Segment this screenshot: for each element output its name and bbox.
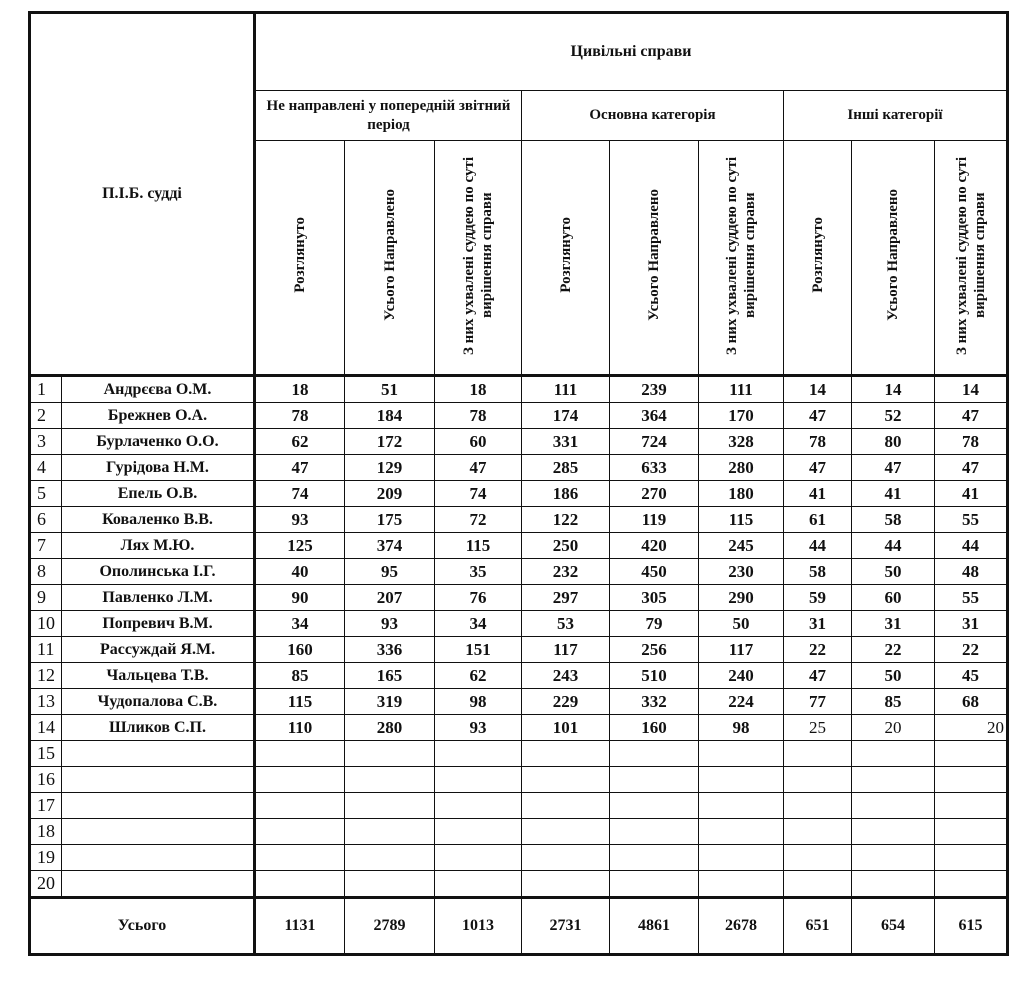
subheader-label: З них ухвалені суддею по суті вирішення справи (724, 155, 758, 355)
cell-value: 31 (852, 611, 935, 637)
subheader-label: Розглянуто (809, 217, 826, 293)
row-number: 15 (30, 741, 62, 767)
judge-name: Бурлаченко О.О. (62, 429, 255, 455)
cell-value: 60 (435, 429, 522, 455)
cell-value: 305 (610, 585, 699, 611)
total-value: 1131 (255, 898, 345, 955)
cell-value (699, 767, 784, 793)
cell-value: 78 (784, 429, 852, 455)
cell-value: 40 (255, 559, 345, 585)
row-number: 12 (30, 663, 62, 689)
cell-value: 78 (255, 403, 345, 429)
cell-value: 85 (255, 663, 345, 689)
civil-cases-table (28, 11, 1009, 956)
cell-value: 47 (852, 455, 935, 481)
total-value: 1013 (435, 898, 522, 955)
cell-value: 319 (345, 689, 435, 715)
cell-value: 31 (935, 611, 1008, 637)
cell-value: 232 (522, 559, 610, 585)
row-number: 1 (30, 376, 62, 403)
cell-value: 22 (852, 637, 935, 663)
cell-value: 336 (345, 637, 435, 663)
cell-value (935, 741, 1008, 767)
cell-value (255, 845, 345, 871)
table-row (30, 793, 1008, 819)
cell-value: 117 (522, 637, 610, 663)
cell-value (699, 845, 784, 871)
row-number: 13 (30, 689, 62, 715)
cell-value: 724 (610, 429, 699, 455)
cell-value: 95 (345, 559, 435, 585)
cell-value: 256 (610, 637, 699, 663)
cell-value (345, 845, 435, 871)
cell-value: 50 (699, 611, 784, 637)
cell-value (522, 845, 610, 871)
cell-value (345, 793, 435, 819)
table-title: Цивільні справи (255, 13, 1008, 91)
cell-value: 68 (935, 689, 1008, 715)
cell-value: 224 (699, 689, 784, 715)
group-header-previous-period: Не направлені у попередній звітний період (255, 91, 522, 141)
cell-value: 229 (522, 689, 610, 715)
cell-value (784, 767, 852, 793)
cell-value: 184 (345, 403, 435, 429)
cell-value (255, 793, 345, 819)
cell-value: 20 (935, 715, 1008, 741)
cell-value: 55 (935, 507, 1008, 533)
cell-value (852, 845, 935, 871)
total-value: 2789 (345, 898, 435, 955)
cell-value: 44 (935, 533, 1008, 559)
cell-value: 93 (435, 715, 522, 741)
row-number: 4 (30, 455, 62, 481)
judge-name: Чудопалова С.В. (62, 689, 255, 715)
cell-value: 285 (522, 455, 610, 481)
total-value: 4861 (610, 898, 699, 955)
cell-value (935, 793, 1008, 819)
cell-value: 55 (935, 585, 1008, 611)
cell-value (435, 871, 522, 898)
cell-value (784, 741, 852, 767)
cell-value: 129 (345, 455, 435, 481)
cell-value (852, 871, 935, 898)
cell-value: 48 (935, 559, 1008, 585)
judge-name: Гурідова Н.М. (62, 455, 255, 481)
cell-value: 47 (935, 403, 1008, 429)
cell-value: 85 (852, 689, 935, 715)
table-row (30, 533, 1008, 559)
cell-value: 270 (610, 481, 699, 507)
cell-value: 280 (345, 715, 435, 741)
cell-value: 51 (345, 376, 435, 403)
cell-value: 35 (435, 559, 522, 585)
cell-value (610, 819, 699, 845)
cell-value: 14 (935, 376, 1008, 403)
cell-value: 165 (345, 663, 435, 689)
cell-value (435, 819, 522, 845)
cell-value: 280 (699, 455, 784, 481)
row-number: 16 (30, 767, 62, 793)
cell-value: 78 (435, 403, 522, 429)
cell-value: 41 (935, 481, 1008, 507)
cell-value: 111 (522, 376, 610, 403)
subheader-label: З них ухвалені суддею по суті вирішення справи (461, 155, 495, 355)
cell-value (610, 767, 699, 793)
cell-value: 332 (610, 689, 699, 715)
cell-value: 14 (784, 376, 852, 403)
group-header-main-category: Основна категорія (522, 91, 784, 141)
group-header-other-categories: Інші категорії (784, 91, 1008, 141)
cell-value: 14 (852, 376, 935, 403)
cell-value: 115 (255, 689, 345, 715)
table-row (30, 585, 1008, 611)
cell-value: 180 (699, 481, 784, 507)
cell-value: 93 (255, 507, 345, 533)
cell-value (935, 845, 1008, 871)
table-row (30, 767, 1008, 793)
cell-value: 20 (852, 715, 935, 741)
cell-value: 110 (255, 715, 345, 741)
cell-value: 58 (852, 507, 935, 533)
table-row (30, 481, 1008, 507)
cell-value (610, 845, 699, 871)
cell-value (699, 741, 784, 767)
cell-value: 160 (255, 637, 345, 663)
cell-value (699, 871, 784, 898)
cell-value: 74 (255, 481, 345, 507)
cell-value: 115 (435, 533, 522, 559)
cell-value: 60 (852, 585, 935, 611)
subheader-total-sent (852, 141, 935, 376)
table-row (30, 611, 1008, 637)
cell-value (784, 871, 852, 898)
table-row (30, 663, 1008, 689)
judge-name (62, 845, 255, 871)
row-number: 11 (30, 637, 62, 663)
cell-value: 34 (255, 611, 345, 637)
row-number: 9 (30, 585, 62, 611)
cell-value (784, 793, 852, 819)
subheader-decided-on-merits (935, 141, 1008, 376)
judge-name: Андрєєва О.М. (62, 376, 255, 403)
cell-value: 25 (784, 715, 852, 741)
subheader-decided-on-merits (435, 141, 522, 376)
judge-name (62, 741, 255, 767)
judge-name: Епель О.В. (62, 481, 255, 507)
subheader-reviewed (784, 141, 852, 376)
table-row (30, 507, 1008, 533)
cell-value: 22 (935, 637, 1008, 663)
judge-name: Коваленко В.В. (62, 507, 255, 533)
cell-value (345, 871, 435, 898)
cell-value: 243 (522, 663, 610, 689)
cell-value (345, 819, 435, 845)
cell-value (255, 741, 345, 767)
total-value: 615 (935, 898, 1008, 955)
cell-value (935, 871, 1008, 898)
cell-value: 151 (435, 637, 522, 663)
cell-value: 290 (699, 585, 784, 611)
cell-value: 230 (699, 559, 784, 585)
subheader-total-sent (610, 141, 699, 376)
cell-value: 633 (610, 455, 699, 481)
cell-value: 18 (255, 376, 345, 403)
table-row (30, 715, 1008, 741)
cell-value (610, 741, 699, 767)
subheader-label: Усього Направлено (885, 189, 901, 321)
judge-name: Чальцева Т.В. (62, 663, 255, 689)
row-number: 5 (30, 481, 62, 507)
cell-value (435, 767, 522, 793)
cell-value (345, 767, 435, 793)
row-number: 20 (30, 871, 62, 898)
cell-value: 47 (784, 455, 852, 481)
cell-value (699, 819, 784, 845)
judge-name: Рассуждай Я.М. (62, 637, 255, 663)
cell-value: 245 (699, 533, 784, 559)
cell-value: 72 (435, 507, 522, 533)
cell-value: 328 (699, 429, 784, 455)
cell-value: 160 (610, 715, 699, 741)
table-row (30, 376, 1008, 403)
cell-value: 50 (852, 559, 935, 585)
cell-value: 115 (699, 507, 784, 533)
row-number: 8 (30, 559, 62, 585)
cell-value: 122 (522, 507, 610, 533)
table-row (30, 559, 1008, 585)
cell-value: 47 (784, 403, 852, 429)
cell-value: 50 (852, 663, 935, 689)
cell-value: 297 (522, 585, 610, 611)
cell-value: 44 (852, 533, 935, 559)
subheader-label: Розглянуто (292, 217, 308, 293)
cell-value: 41 (784, 481, 852, 507)
cell-value: 77 (784, 689, 852, 715)
judge-name (62, 767, 255, 793)
table-row (30, 455, 1008, 481)
cell-value (852, 819, 935, 845)
subheader-total-sent (345, 141, 435, 376)
cell-value (522, 819, 610, 845)
judge-name: Павленко Л.М. (62, 585, 255, 611)
cell-value: 209 (345, 481, 435, 507)
cell-value: 90 (255, 585, 345, 611)
judge-name: Шликов С.П. (62, 715, 255, 741)
table-row (30, 819, 1008, 845)
cell-value: 31 (784, 611, 852, 637)
cell-value: 76 (435, 585, 522, 611)
cell-value: 450 (610, 559, 699, 585)
cell-value: 239 (610, 376, 699, 403)
cell-value: 78 (935, 429, 1008, 455)
cell-value (610, 793, 699, 819)
cell-value: 45 (935, 663, 1008, 689)
cell-value (935, 819, 1008, 845)
table-row (30, 741, 1008, 767)
cell-value (852, 793, 935, 819)
row-number: 6 (30, 507, 62, 533)
total-row (30, 898, 1008, 955)
cell-value (935, 767, 1008, 793)
subheader-reviewed (255, 141, 345, 376)
subheader-reviewed (522, 141, 610, 376)
cell-value: 98 (699, 715, 784, 741)
cell-value: 58 (784, 559, 852, 585)
row-number: 3 (30, 429, 62, 455)
cell-value: 331 (522, 429, 610, 455)
cell-value (255, 871, 345, 898)
cell-value: 175 (345, 507, 435, 533)
cell-value: 47 (935, 455, 1008, 481)
cell-value (784, 845, 852, 871)
judge-name (62, 871, 255, 898)
subheader-label: Усього Направлено (646, 189, 662, 321)
cell-value (255, 819, 345, 845)
cell-value: 374 (345, 533, 435, 559)
table-row (30, 403, 1008, 429)
row-number: 17 (30, 793, 62, 819)
cell-value: 47 (784, 663, 852, 689)
cell-value: 80 (852, 429, 935, 455)
cell-value: 44 (784, 533, 852, 559)
cell-value: 186 (522, 481, 610, 507)
row-number: 14 (30, 715, 62, 741)
cell-value: 119 (610, 507, 699, 533)
cell-value: 240 (699, 663, 784, 689)
row-number: 19 (30, 845, 62, 871)
cell-value: 59 (784, 585, 852, 611)
cell-value: 170 (699, 403, 784, 429)
judge-name (62, 793, 255, 819)
cell-value: 79 (610, 611, 699, 637)
total-label: Усього (30, 898, 255, 955)
cell-value: 52 (852, 403, 935, 429)
cell-value (435, 793, 522, 819)
cell-value: 74 (435, 481, 522, 507)
cell-value (255, 767, 345, 793)
cell-value (522, 871, 610, 898)
total-value: 654 (852, 898, 935, 955)
judge-name-header: П.І.Б. судді (30, 13, 255, 376)
cell-value: 172 (345, 429, 435, 455)
cell-value (522, 767, 610, 793)
subheader-label: З них ухвалені суддею по суті вирішення справи (953, 155, 988, 355)
cell-value: 53 (522, 611, 610, 637)
cell-value: 420 (610, 533, 699, 559)
cell-value: 207 (345, 585, 435, 611)
cell-value (522, 741, 610, 767)
row-number: 7 (30, 533, 62, 559)
cell-value: 93 (345, 611, 435, 637)
table-row (30, 429, 1008, 455)
cell-value: 47 (255, 455, 345, 481)
cell-value (784, 819, 852, 845)
cell-value: 61 (784, 507, 852, 533)
total-value: 651 (784, 898, 852, 955)
cell-value: 125 (255, 533, 345, 559)
table-row (30, 845, 1008, 871)
total-value: 2678 (699, 898, 784, 955)
cell-value: 117 (699, 637, 784, 663)
cell-value: 174 (522, 403, 610, 429)
subheader-label: Розглянуто (557, 217, 574, 293)
cell-value: 22 (784, 637, 852, 663)
cell-value (522, 793, 610, 819)
cell-value: 111 (699, 376, 784, 403)
cell-value (345, 741, 435, 767)
cell-value (699, 793, 784, 819)
judge-name: Ополинська І.Г. (62, 559, 255, 585)
subheader-label: Усього Направлено (381, 189, 398, 321)
cell-value: 34 (435, 611, 522, 637)
row-number: 2 (30, 403, 62, 429)
table-row (30, 637, 1008, 663)
judge-name: Лях М.Ю. (62, 533, 255, 559)
cell-value: 62 (255, 429, 345, 455)
judge-name: Брежнев О.А. (62, 403, 255, 429)
subheader-decided-on-merits (699, 141, 784, 376)
cell-value: 47 (435, 455, 522, 481)
cell-value: 364 (610, 403, 699, 429)
cell-value (435, 845, 522, 871)
judge-name (62, 819, 255, 845)
total-value: 2731 (522, 898, 610, 955)
row-number: 10 (30, 611, 62, 637)
table-row (30, 689, 1008, 715)
cell-value: 62 (435, 663, 522, 689)
cell-value: 510 (610, 663, 699, 689)
cell-value: 18 (435, 376, 522, 403)
judge-name: Попревич В.М. (62, 611, 255, 637)
cell-value: 250 (522, 533, 610, 559)
cell-value: 41 (852, 481, 935, 507)
cell-value (610, 871, 699, 898)
table-row (30, 871, 1008, 898)
row-number: 18 (30, 819, 62, 845)
cell-value (852, 767, 935, 793)
cell-value: 101 (522, 715, 610, 741)
cell-value: 98 (435, 689, 522, 715)
cell-value (852, 741, 935, 767)
cell-value (435, 741, 522, 767)
